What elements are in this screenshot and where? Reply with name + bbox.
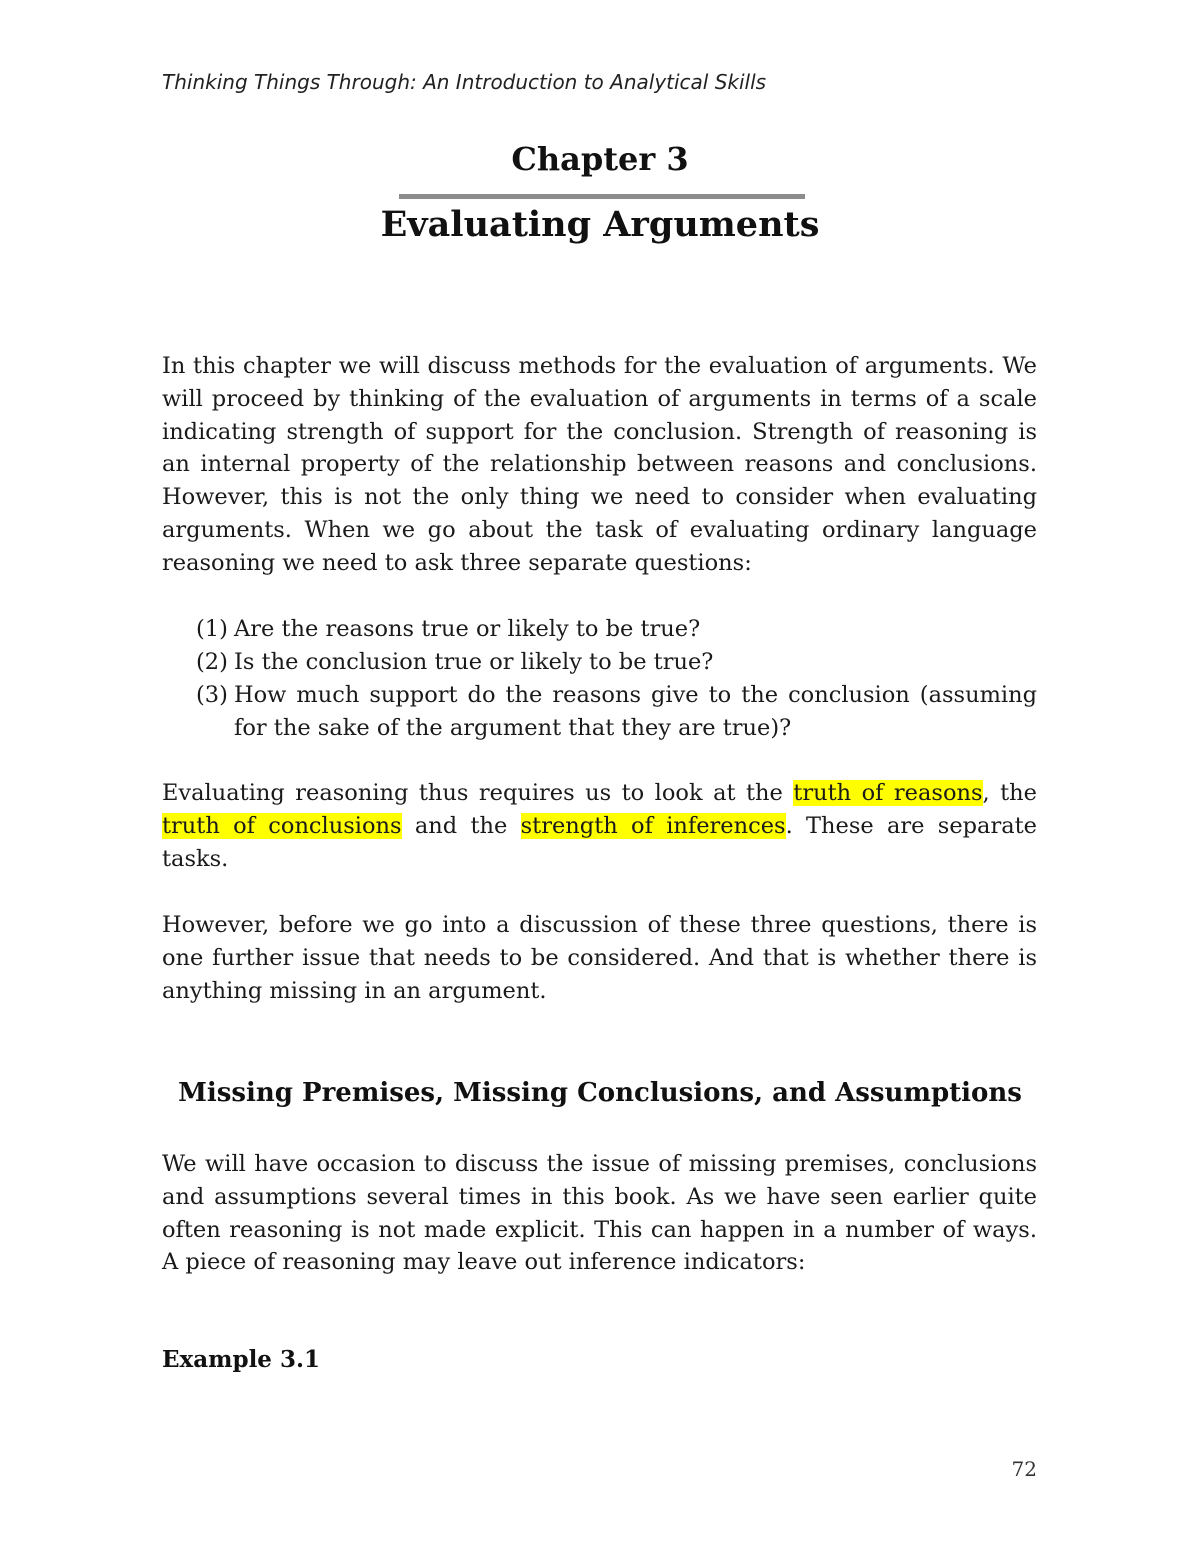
- question-item: [196, 613, 1037, 646]
- evaluation-text: . These are separate tasks.: [162, 812, 1037, 872]
- evaluation-text: Evaluating reasoning thus requires us to look at the: [162, 780, 794, 806]
- highlight-truth-of-reasons: truth of reasons: [793, 780, 983, 806]
- question-text: How much support do the reasons give to the conclusion (assuming for the sake of the argument that they are true)?: [234, 682, 1037, 741]
- question-number: (3): [196, 682, 228, 708]
- running-header: Thinking Things Through: An Introduction to Analytical Skills: [162, 70, 767, 94]
- chapter-title-rule: [399, 194, 805, 199]
- intro-paragraph: In this chapter we will discuss methods for the evaluation of arguments. We will proceed by thinking of the evaluation of arguments in terms of a scale indicating strength of support for the conclusion. Strength of reasoning is an internal property of the relationship between reasons and conclusions. However, this is not the only thing we need to consider when evaluating arguments. When we go about the task of evaluating ordinary language reasoning we need to ask three separate questions:: [162, 353, 1037, 576]
- however-paragraph: However, before we go into a discussion of these three questions, there is one further issue that needs to be considered. And that is whether there is anything missing in an argument.: [162, 912, 1037, 1004]
- question-list: [196, 613, 1037, 745]
- question-item: [196, 646, 1037, 679]
- question-item: [196, 679, 1037, 745]
- chapter-title: Evaluating Arguments: [380, 204, 820, 245]
- evaluation-text: and the: [401, 812, 521, 839]
- section-paragraph: We will have occasion to discuss the issue of missing premises, conclusions and assumptions several times in this book. As we have seen earlier quite often reasoning is not made explicit. This can happen in a number of ways. A piece of reasoning may leave out inference indicators:: [162, 1151, 1037, 1276]
- evaluation-text: , the: [982, 780, 1037, 806]
- highlight-truth-of-conclusions: truth of conclusions: [162, 812, 402, 839]
- question-text: Is the conclusion true or likely to be true?: [234, 649, 714, 675]
- highlight-strength-of-inferences: strength of inferences: [520, 812, 786, 839]
- section-heading: Missing Premises, Missing Conclusions, and Assumptions: [178, 1078, 1022, 1108]
- page-number: 72: [1011, 1457, 1037, 1481]
- question-text: Are the reasons true or likely to be true?: [234, 616, 701, 642]
- example-label: Example 3.1: [162, 1346, 320, 1373]
- question-number: (1): [196, 616, 228, 642]
- evaluation-paragraph: [162, 777, 1037, 875]
- chapter-label: Chapter 3: [511, 140, 689, 178]
- question-number: (2): [196, 649, 228, 675]
